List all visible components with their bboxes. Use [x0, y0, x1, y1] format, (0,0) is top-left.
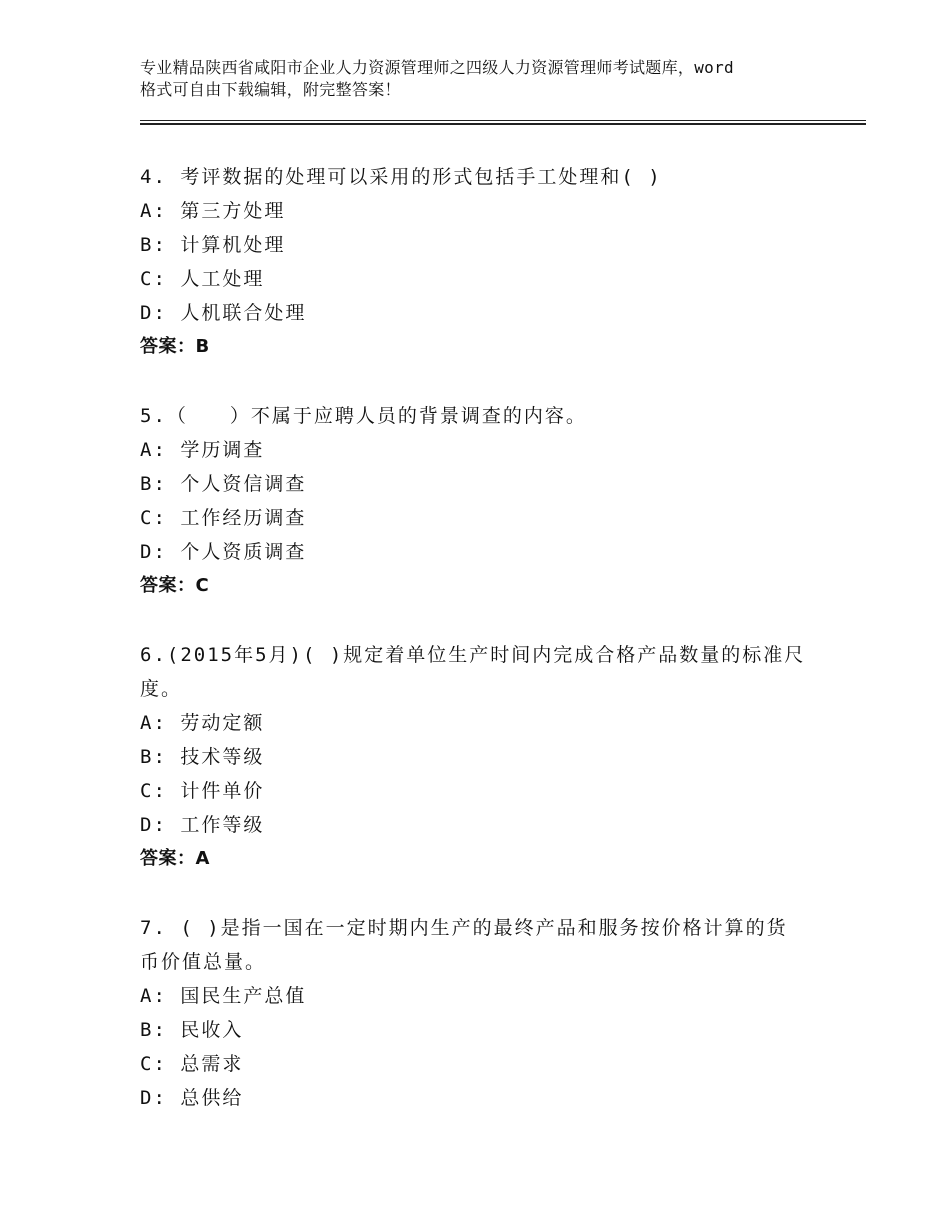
- option-b: B: 民收入: [140, 1019, 244, 1041]
- option-a: A: 学历调查: [140, 439, 265, 461]
- question-stem-line: 7. ( )是指一国在一定时期内生产的最终产品和服务按价格计算的货: [140, 917, 788, 939]
- question-stem: [140, 911, 830, 979]
- option-b: B: 计算机处理: [140, 234, 286, 256]
- question-4: [140, 160, 830, 364]
- option-d: D: 人机联合处理: [140, 302, 307, 324]
- option-d: D: 工作等级: [140, 814, 265, 836]
- option-d: D: 总供给: [140, 1087, 244, 1109]
- document-header: [140, 57, 830, 101]
- option-c: C: 人工处理: [140, 268, 265, 290]
- header-divider-thick: [140, 123, 866, 125]
- header-title-line-1: 专业精品陕西省咸阳市企业人力资源管理师之四级人力资源管理师考试题库，word: [140, 58, 734, 77]
- option-c: C: 工作经历调查: [140, 507, 307, 529]
- answer-line: 答案：B: [140, 336, 210, 357]
- header-title-line-2: 格式可自由下载编辑，附完整答案！: [140, 80, 401, 99]
- question-6: [140, 638, 830, 876]
- option-c: C: 计件单价: [140, 780, 265, 802]
- question-stem-line: 5.（ ）不属于应聘人员的背景调查的内容。: [140, 405, 587, 427]
- answer-line: 答案：A: [140, 848, 210, 869]
- question-stem: [140, 399, 830, 433]
- question-stem-line: 度。: [140, 678, 183, 700]
- option-d: D: 个人资质调查: [140, 541, 307, 563]
- option-b: B: 个人资信调查: [140, 473, 307, 495]
- question-7: [140, 911, 830, 1115]
- option-a: A: 第三方处理: [140, 200, 286, 222]
- question-stem-line: 6.(2015年5月)( )规定着单位生产时间内完成合格产品数量的标准尺: [140, 644, 806, 666]
- option-a: A: 国民生产总值: [140, 985, 307, 1007]
- question-stem-line: 币价值总量。: [140, 951, 267, 973]
- option-a: A: 劳动定额: [140, 712, 265, 734]
- question-stem-line: 4. 考评数据的处理可以采用的形式包括手工处理和( ): [140, 166, 662, 188]
- answer-line: 答案：C: [140, 575, 210, 596]
- question-stem: [140, 160, 830, 194]
- question-5: [140, 399, 830, 603]
- option-b: B: 技术等级: [140, 746, 265, 768]
- option-c: C: 总需求: [140, 1053, 244, 1075]
- question-stem: [140, 638, 830, 706]
- header-divider-thin: [140, 120, 866, 121]
